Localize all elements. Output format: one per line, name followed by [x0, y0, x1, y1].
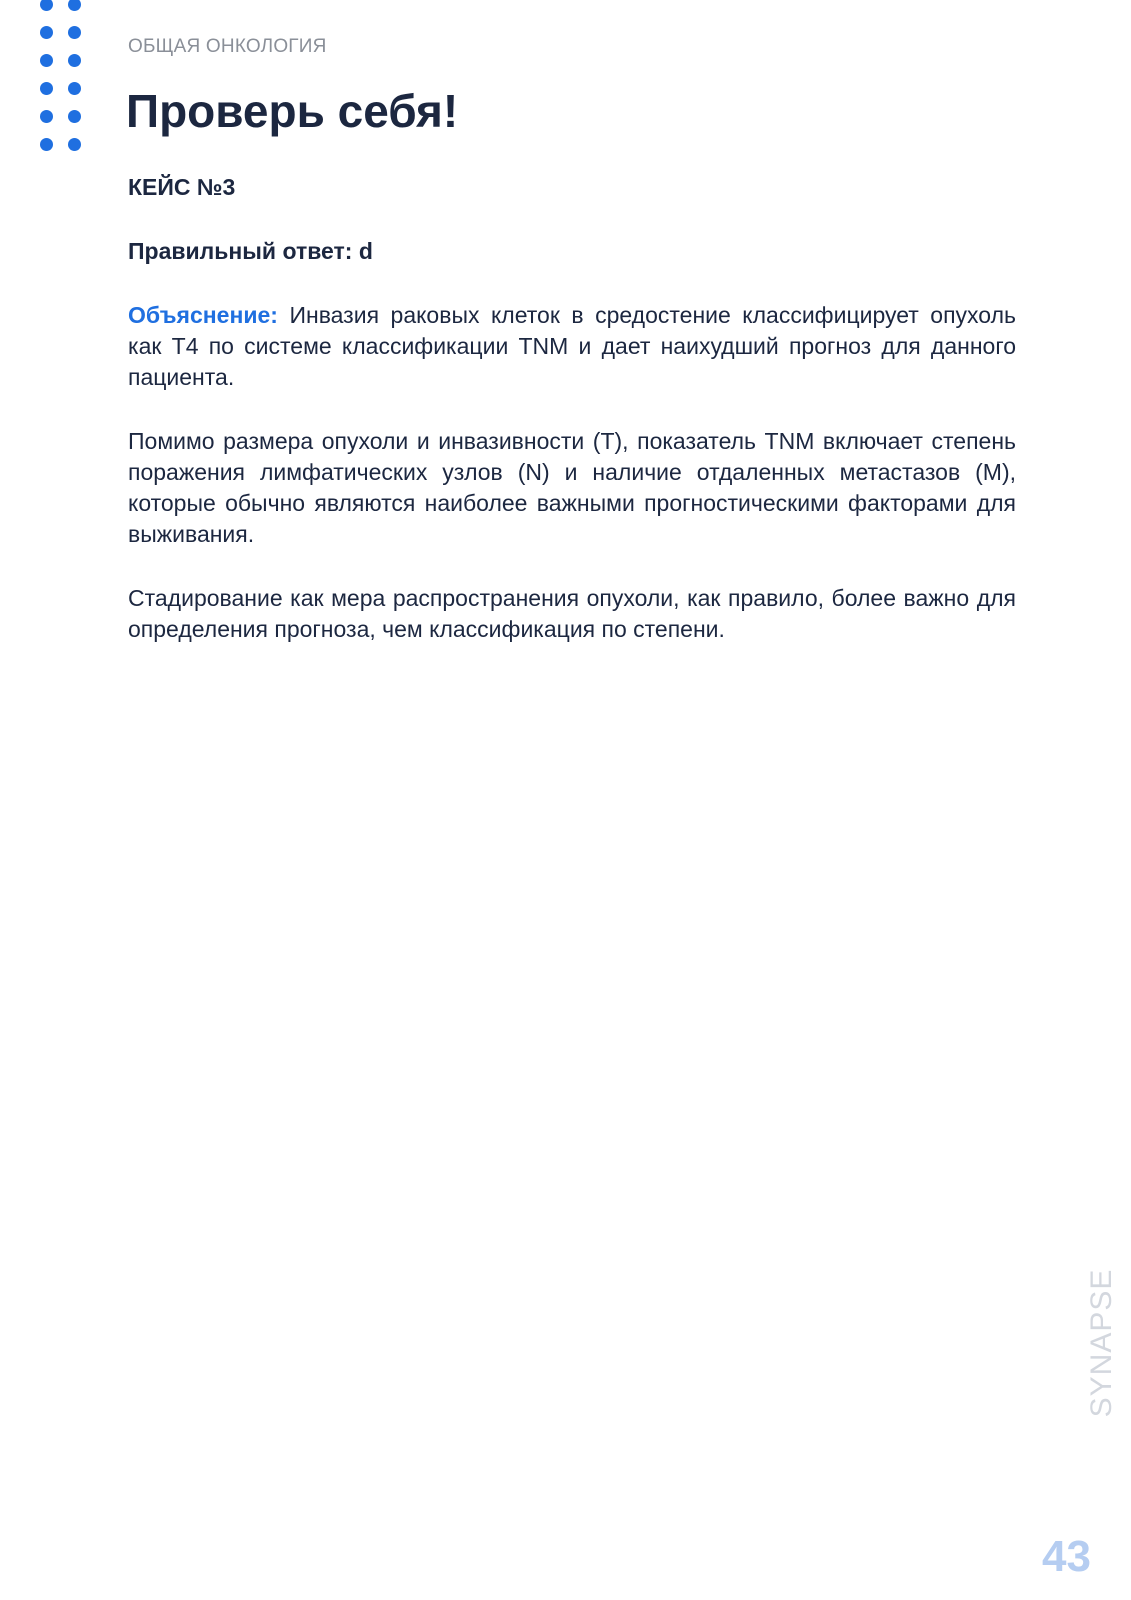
- dot: [40, 110, 53, 123]
- dot: [40, 82, 53, 95]
- dot: [68, 82, 81, 95]
- correct-answer: Правильный ответ: d: [128, 238, 373, 264]
- brand-label: SYNAPSE: [1085, 1268, 1118, 1418]
- section-label: ОБЩАЯ ОНКОЛОГИЯ: [128, 36, 327, 57]
- paragraph-tnm: Помимо размера опухоли и инвазивности (T), показатель TNM включает степень поражения лимфатических узлов (N) и наличие отдаленных метастазов (M), которые обычно являются наиболее важными прогностическими факторами для выживания.: [128, 428, 1016, 547]
- paragraph-staging: Стадирование как мера распространения опухоли, как правило, более важно для определения прогноза, чем классификация по степени.: [128, 585, 1016, 642]
- dot: [40, 54, 53, 67]
- page-title: Проверь себя!: [126, 85, 459, 137]
- dot: [68, 138, 81, 151]
- dot: [40, 26, 53, 39]
- dot: [68, 110, 81, 123]
- explanation-paragraph: [128, 300, 1016, 393]
- page-number: 43: [1042, 1532, 1091, 1581]
- explanation-text: Инвазия раковых клеток в средостение классифицирует опухоль как T4 по системе классификации TNM и дает наихудший прогноз для данного пациента.: [128, 302, 1016, 390]
- dot: [68, 54, 81, 67]
- case-label: КЕЙС №3: [128, 174, 236, 200]
- explanation-label: Объяснение:: [128, 302, 278, 328]
- case-content: [128, 172, 1016, 678]
- dot: [40, 0, 53, 11]
- dot: [68, 0, 81, 11]
- dot: [68, 26, 81, 39]
- dot: [40, 138, 53, 151]
